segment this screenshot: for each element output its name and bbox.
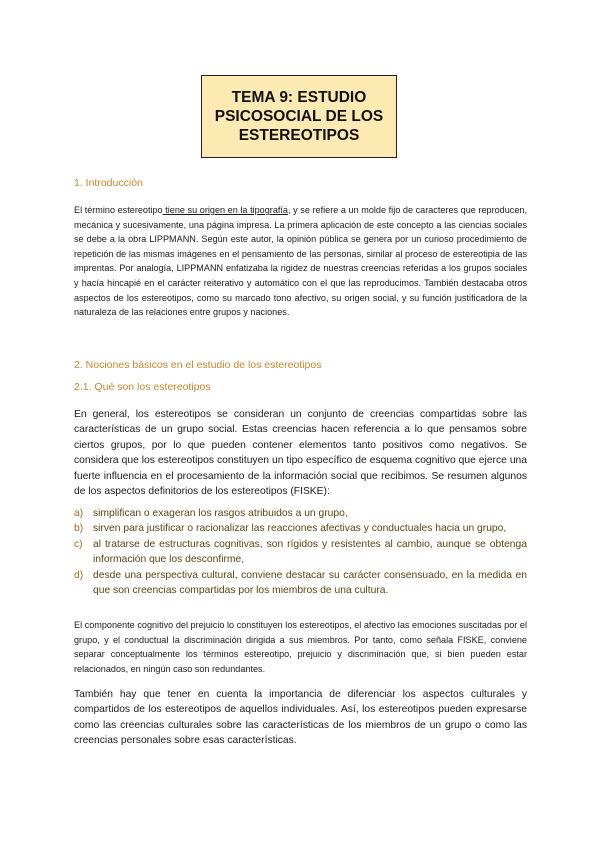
paragraph-tambien: También hay que tener en cuenta la importancia de diferenciar los aspectos culturales y compartidos de los estereotipos de aquellos individuales. Así, los estereotipos pueden expresarse como las creencias culturales sobre las características de los miembros de un grupo o como las creencias personales sobre esas características. (74, 689, 527, 747)
paragraph-que-son: En general, los estereotipos se consideran un conjunto de creencias compartidas sobre las características de un grupo social. Estas creencias hacen referencia a lo que pensamos sobre ciertos grupos, por lo que pueden contener elementos tanto positivos como negativos. Se considera que los estereotipos constituyen un tipo específico de esquema cognitivo que ejerce una fuerte influencia en el procesamiento de la información social que recibimos. Se resumen algunos de los aspectos definitorios de los estereotipos (FISKE): (74, 409, 527, 498)
list-marker: d) (74, 569, 84, 581)
title-line-1: TEMA 9: ESTUDIO (231, 89, 367, 106)
title-line-3: ESTEREOTIPOS (238, 127, 360, 144)
heading-que-son: 2.1. Qué son los estereotipos (74, 381, 211, 393)
list-item (74, 568, 527, 599)
heading-nociones: 2. Nociones básicos en el estudio de los estereotipos (74, 359, 322, 371)
paragraph-introduccion (74, 203, 527, 320)
heading-introduccion: 1. Introducción (74, 177, 143, 189)
list-marker: b) (74, 523, 84, 535)
list-item-text: sirven para justificar o racionalizar las reacciones afectivas y conductuales hacia un grupo, (93, 523, 507, 535)
list-item (74, 506, 527, 521)
list-marker: c) (74, 538, 83, 550)
list-item-text: al tratarse de estructuras cognitivas, son rígidos y resistentes al cambio, aunque se obtenga información que los desconfirme, (93, 538, 527, 566)
list-marker: a) (74, 508, 84, 519)
list-item (74, 537, 527, 568)
intro-text-rest: , y se refiere a un molde fijo de caracteres que reproducen, mecánica y sucesivamente, una página impresa. La primera aplicación de este concepto a las ciencias sociales se debe a la obra LIPPMANN. Según este autor, la opinión pública se genera por un curioso procedimiento de repetición de las mismas imágenes en el pensamiento de las personas, similar al proceso de estereotipia de las imprentas. Por analogía, LIPPMANN enfatizaba la rigidez de nuestras creencias referidas a los grupos sociales y hacía hincapié en el carácter reiterativo y automático con el que las reproducimos. También destacaba otros aspectos de los estereotipos, como su marcado tono afectivo, su origen social, y su función justificadora de la naturaleza de las relaciones entre grupos y naciones. (74, 205, 527, 318)
intro-text-start: El término estereotipo (74, 205, 163, 215)
intro-underlined-phrase: tiene su origen en la tipografía (162, 205, 288, 215)
list-item-text: desde una perspectiva cultural, conviene destacar su carácter consensuado, en la medida en que son creencias compartidas por los miembros de una cultura. (93, 569, 527, 597)
list-item-text: simplifican o exageran los rasgos atribuidos a un grupo, (93, 508, 348, 519)
title-box (201, 75, 397, 158)
title-line-2: PSICOSOCIAL DE LOS (214, 108, 384, 125)
paragraph-componente: El componente cognitivo del prejuicio lo constituyen los estereotipos, el afectivo las emociones suscitadas por el grupo, y el conductual la discriminación dirigida a sus miembros. Por tanto, como señala FISKE, conviene separar conceptualmente los términos estereotipo, prejuicio y discriminación que, si bien pueden estar relacionados, en ningún caso son redundantes. (74, 620, 527, 674)
aspectos-list (74, 506, 527, 598)
list-item (74, 521, 527, 536)
